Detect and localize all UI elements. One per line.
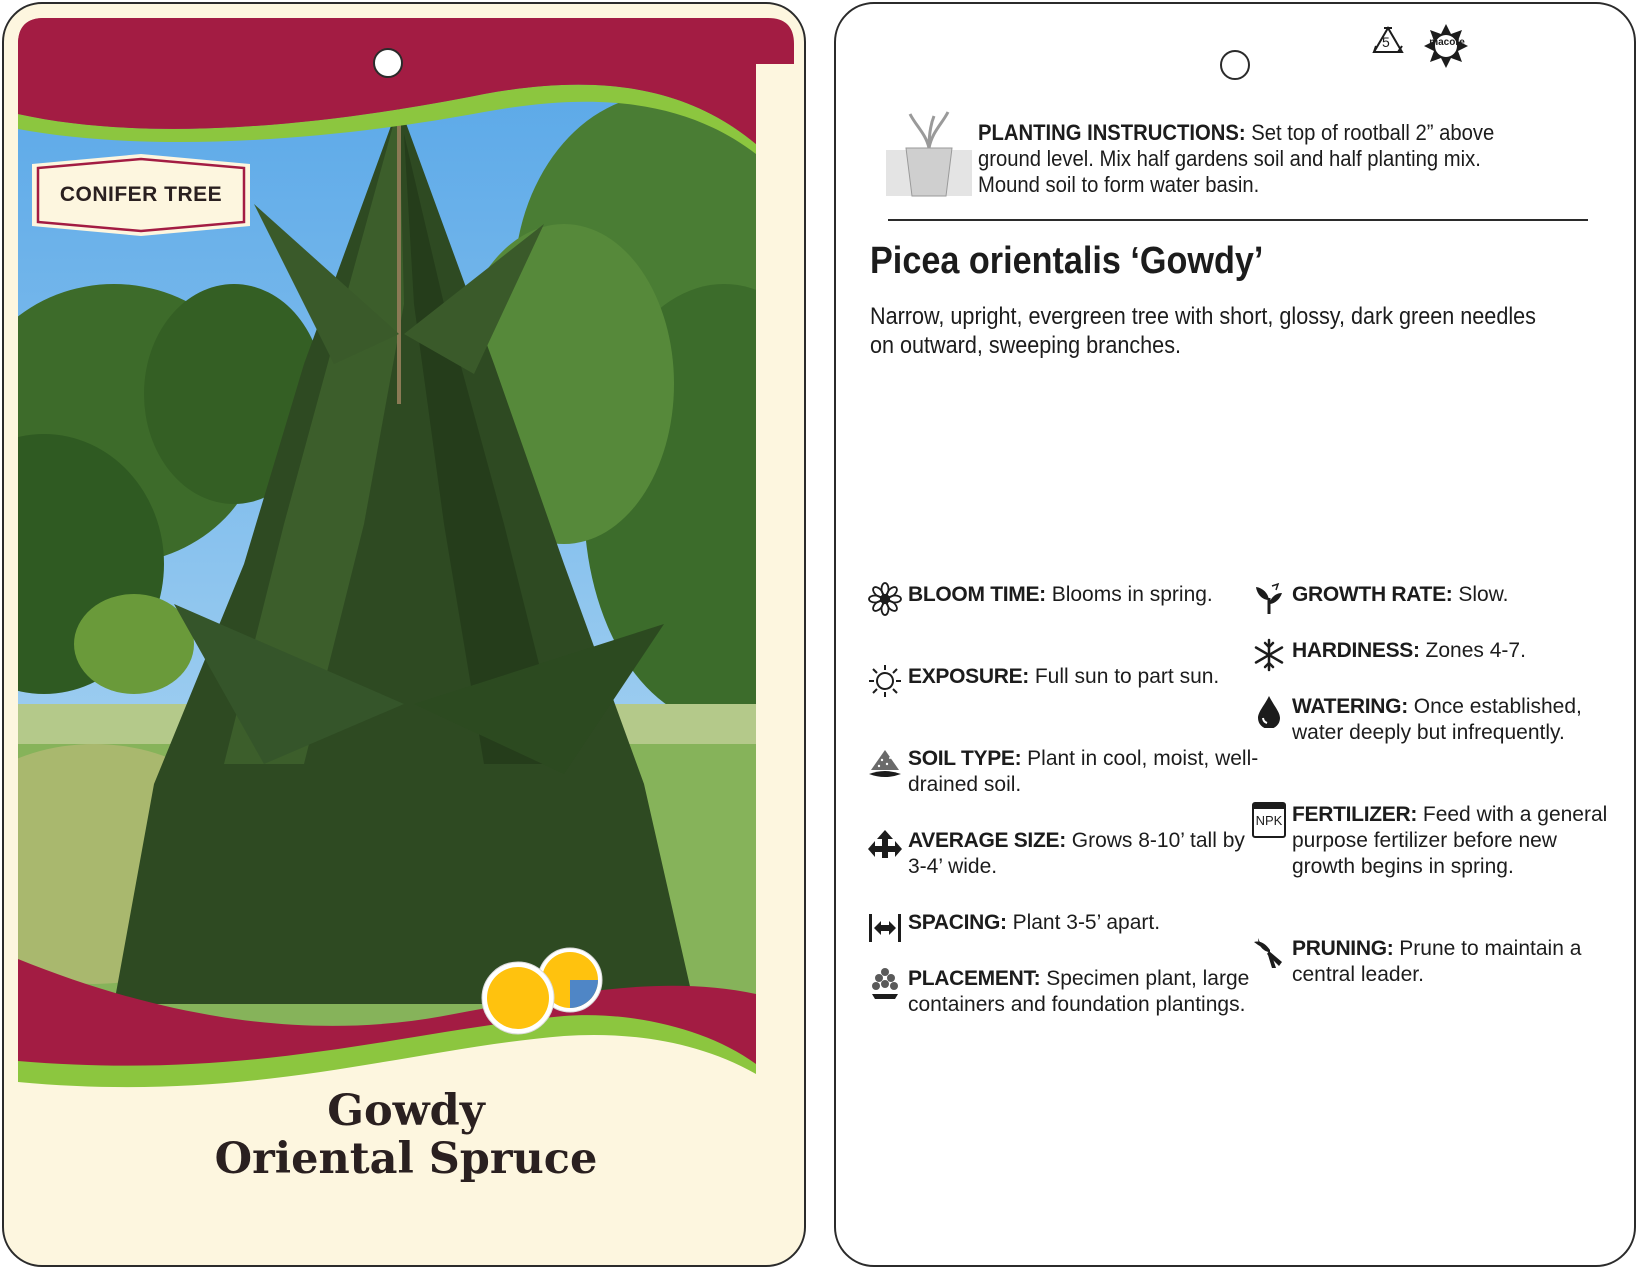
attr-placement: PLACEMENT: Specimen plant, large containers and foundation plantings.: [908, 966, 1268, 1018]
attr-bloom-time: BLOOM TIME: Blooms in spring.: [908, 582, 1268, 608]
soil-icon: [868, 746, 902, 780]
hang-hole-back: [1220, 50, 1250, 80]
spacing-arrows-icon: [868, 910, 902, 944]
planting-label: PLANTING INSTRUCTIONS:: [978, 120, 1246, 145]
pruners-icon: [1252, 936, 1286, 970]
divider: [888, 219, 1588, 221]
attr-pruning: PRUNING: Prune to maintain a central leader.: [1292, 936, 1612, 988]
tag-back: [834, 2, 1636, 1267]
planting-text: Set top of rootball 2” above ground level. Mix half gardens soil and half planting mix. Mound soil to form water basin.: [978, 120, 1495, 197]
recycle-logo: [1370, 22, 1482, 68]
botanical-name: Picea orientalis ‘Gowdy’: [870, 240, 1264, 282]
npk-icon: NPK: [1252, 802, 1286, 838]
attr-exposure: EXPOSURE: Full sun to part sun.: [908, 664, 1268, 690]
flower-icon: [868, 582, 902, 616]
attr-growth-rate: GROWTH RATE: Slow.: [1292, 582, 1612, 608]
attr-spacing: SPACING: Plant 3-5’ apart.: [908, 910, 1268, 936]
attr-average-size: AVERAGE SIZE: Grows 8-10’ tall by 3-4’ wide.: [908, 828, 1268, 880]
tag-front: [2, 2, 806, 1267]
common-name-line2: Oriental Spruce: [214, 1134, 598, 1184]
recycle-code: 5: [1382, 34, 1390, 50]
potted-plant-icon: [886, 104, 972, 200]
category-label: CONIFER TREE: [59, 183, 223, 206]
water-drop-icon: [1252, 694, 1286, 728]
snowflake-icon: [1252, 638, 1286, 672]
attr-hardiness: HARDINESS: Zones 4-7.: [1292, 638, 1612, 664]
planting-instructions: [978, 120, 1530, 198]
plant-description: Narrow, upright, evergreen tree with short, glossy, dark green needles on outward, sweeping branches.: [870, 303, 1536, 359]
placement-icon: [868, 966, 902, 1000]
growth-icon: [1252, 582, 1286, 616]
hang-hole: [373, 48, 403, 78]
size-arrows-icon: [868, 828, 902, 862]
sun-icon: [868, 664, 902, 698]
full-sun-icon: [482, 962, 554, 1034]
common-name-line1: Gowdy: [327, 1086, 485, 1136]
category-badge: [32, 154, 250, 236]
brand-name: macore: [1429, 37, 1465, 48]
attr-fertilizer: NPK FERTILIZER: Feed with a general purpose fertilizer before new growth begins in spring.: [1292, 802, 1612, 880]
attr-soil-type: SOIL TYPE: Plant in cool, moist, well-drained soil.: [908, 746, 1268, 798]
attr-watering: WATERING: Once established, water deeply but infrequently.: [1292, 694, 1612, 746]
